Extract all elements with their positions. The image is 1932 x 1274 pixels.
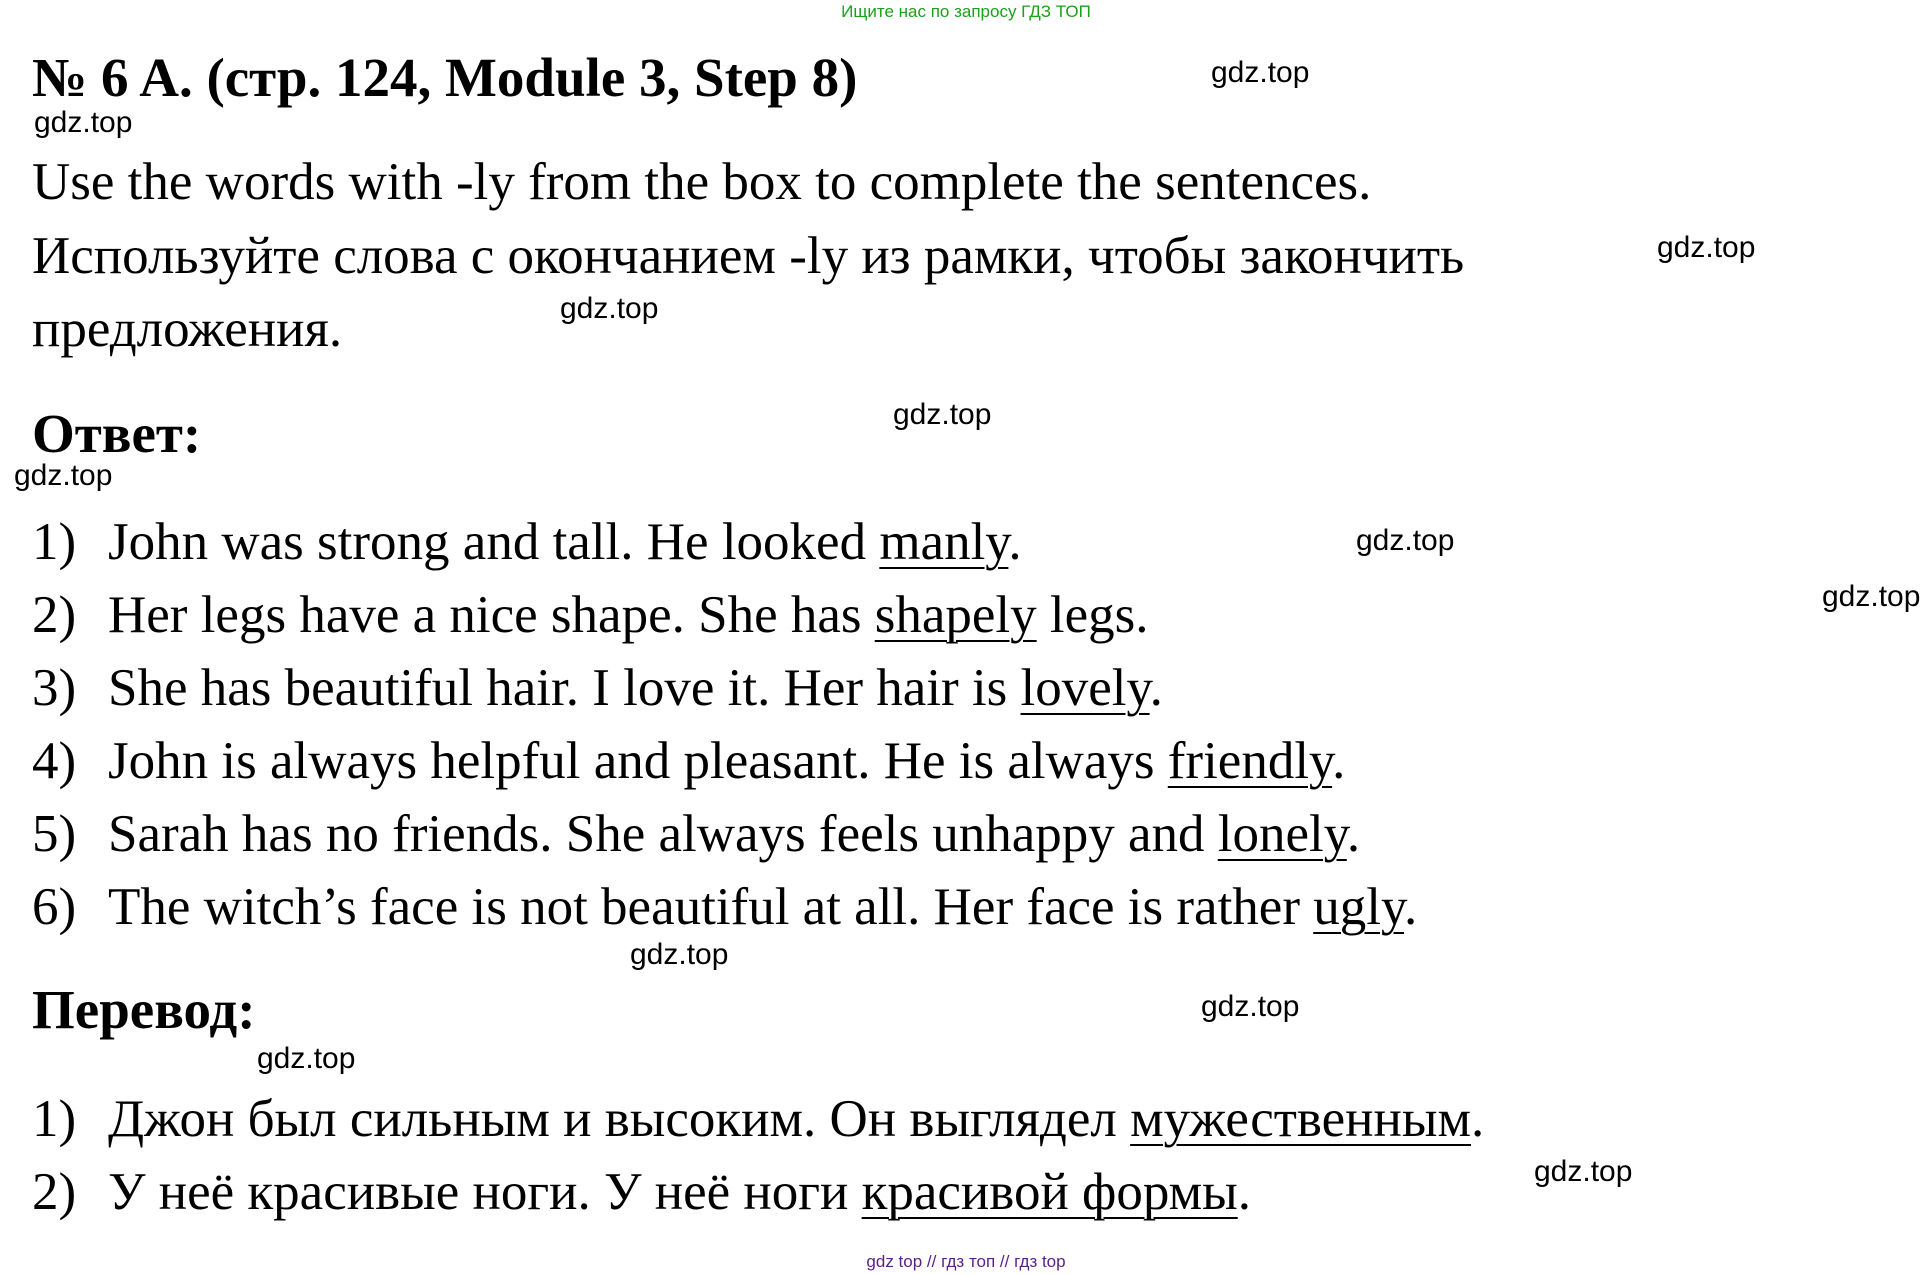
translation-item-1: [32, 1087, 1484, 1151]
instruction-russian-line-1: Используйте слова с окончанием -ly из рамки, чтобы закончить: [32, 227, 1465, 285]
answer-word: lovely: [1020, 659, 1150, 717]
watermark-text: gdz.top: [257, 1042, 356, 1075]
sentence-end: .: [1346, 805, 1361, 863]
watermark-text: gdz.top: [560, 292, 659, 325]
translation-heading: Перевод:: [32, 979, 256, 1040]
top-banner: Ищите нас по запросу ГДЗ ТОП: [841, 2, 1091, 21]
watermark-text: gdz.top: [1356, 524, 1455, 557]
sentence-text: She has beautiful hair. I love it. Her hair is: [108, 659, 1021, 717]
watermark-text: gdz.top: [630, 938, 729, 971]
sentence-text: Джон был сильным и высоким. Он выглядел: [108, 1090, 1131, 1148]
item-number: 5): [32, 805, 77, 863]
sentence-end: legs.: [1036, 586, 1149, 644]
sentence-text: The witch’s face is not beautiful at all. Her face is rather: [108, 878, 1314, 936]
watermark-text: gdz.top: [34, 106, 133, 139]
answer-item-5: [32, 802, 1360, 866]
footer-link[interactable]: gdz top // гдз топ // гдз top: [866, 1252, 1066, 1271]
sentence-text: Her legs have a nice shape. She has: [108, 586, 875, 644]
sentence-end: .: [1008, 513, 1022, 571]
instruction-english: Use the words with -ly from the box to complete the sentences.: [32, 153, 1372, 211]
watermark-text: gdz.top: [14, 459, 113, 492]
sentence-end: .: [1404, 878, 1418, 936]
watermark-text: gdz.top: [1534, 1155, 1633, 1188]
item-number: 6): [32, 878, 77, 936]
item-number: 2): [32, 586, 77, 644]
exercise-title: № 6 A. (стр. 124, Module 3, Step 8): [32, 47, 858, 108]
sentence-text: Sarah has no friends. She always feels unhappy and: [108, 805, 1218, 863]
sentence-end: .: [1471, 1090, 1485, 1148]
answer-item-3: [32, 656, 1163, 720]
sentence-text: John was strong and tall. He looked: [108, 513, 880, 571]
translation-item-2: [32, 1160, 1251, 1224]
answer-word: friendly: [1167, 732, 1333, 790]
answer-word: красивой формы: [861, 1163, 1238, 1221]
watermark-text: gdz.top: [1822, 580, 1921, 613]
item-number: 1): [32, 1090, 77, 1148]
answer-word: lonely: [1217, 805, 1347, 863]
answer-item-1: [32, 510, 1022, 574]
item-number: 3): [32, 659, 77, 717]
answer-word: manly: [879, 513, 1009, 571]
sentence-end: .: [1332, 732, 1346, 790]
item-number: 4): [32, 732, 77, 790]
watermark-text: gdz.top: [1201, 990, 1300, 1023]
answer-item-6: [32, 875, 1417, 939]
answer-heading: Ответ:: [32, 403, 202, 464]
item-number: 2): [32, 1163, 77, 1221]
instruction-russian-line-2: предложения.: [32, 300, 343, 358]
answer-word: shapely: [874, 586, 1037, 644]
answer-word: мужественным: [1130, 1090, 1472, 1148]
watermark-text: gdz.top: [1657, 231, 1756, 264]
sentence-end: .: [1149, 659, 1163, 717]
answer-item-4: [32, 729, 1345, 793]
watermark-text: gdz.top: [1211, 56, 1310, 89]
sentence-text: John is always helpful and pleasant. He is always: [108, 732, 1168, 790]
item-number: 1): [32, 513, 77, 571]
watermark-text: gdz.top: [893, 398, 992, 431]
answer-word: ugly: [1313, 878, 1405, 936]
sentence-text: У неё красивые ноги. У неё ноги: [108, 1163, 862, 1221]
answer-item-2: [32, 583, 1149, 647]
sentence-end: .: [1237, 1163, 1251, 1221]
